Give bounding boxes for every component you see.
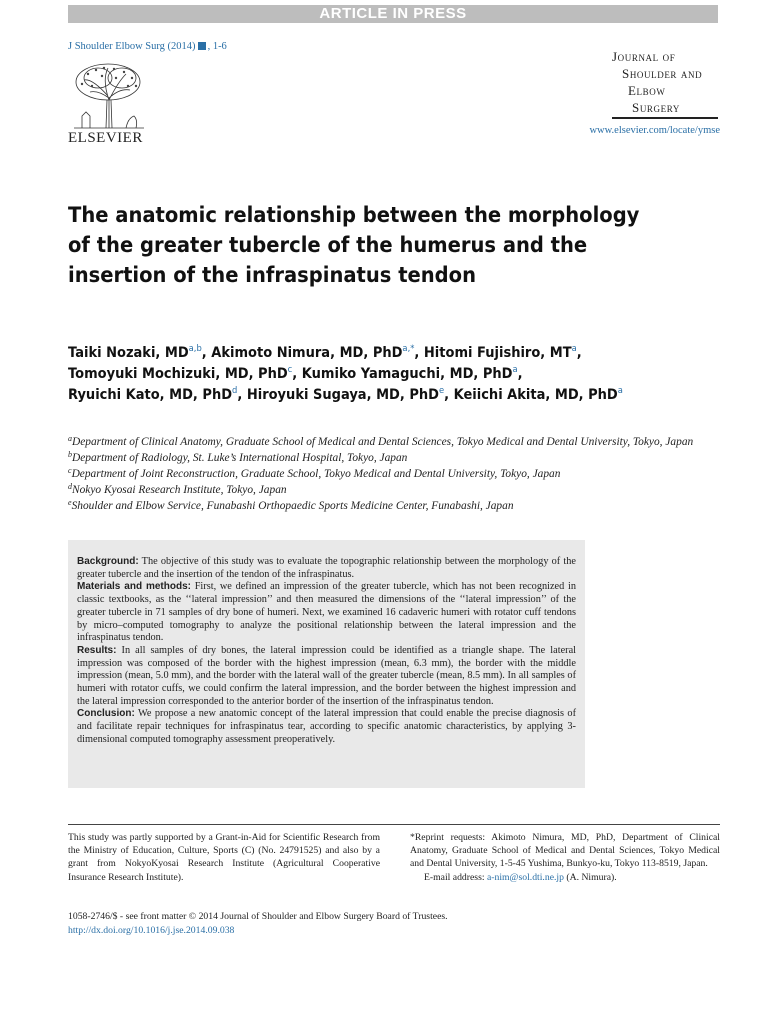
email-label: E-mail address:: [424, 871, 485, 883]
author[interactable]: Ryuichi Kato, MD, PhD$^d$,: [68, 386, 247, 403]
journal-logo: [612, 48, 722, 116]
section-label: Results:: [77, 644, 117, 656]
journal-citation[interactable]: [68, 41, 227, 52]
abstract: [77, 556, 576, 747]
author-affiliation-mark[interactable]: a,b: [188, 344, 202, 354]
author-affiliation-mark[interactable]: a: [571, 344, 577, 354]
email-suffix: (A. Nimura).: [566, 871, 617, 883]
abstract-methods: Materials and methods: First, we defined an impression of the greater tubercle, which has not been recognized in classic textbooks, as the ‘‘lateral impression’’ and then measured the dimensions of the ‘‘lateral impression’’ of the greater tubercle in 71 samples of dry bone of humeri. Next, we examined 16 cadaveric humeri with rotator cuff tendons by micro–computed tomography to analyze the positional relationship between the lateral impression and the infraspinatus tendon.: [77, 581, 576, 644]
copyright-line: 1058-2746/$ - see front matter © 2014 Journal of Shoulder and Elbow Surgery Board of Trustees.: [68, 911, 448, 922]
affiliation: $^a$Department of Clinical Anatomy, Graduate School of Medical and Dental Sciences, Tokyo Medical and Dental University, Tokyo, Japan: [68, 434, 694, 448]
citation-prefix: J Shoulder Elbow Surg (2014): [68, 41, 196, 52]
author-affiliation-mark[interactable]: a,*: [402, 344, 415, 354]
issue-placeholder-icon: [198, 42, 206, 50]
reprint-footnote: [410, 831, 720, 884]
funding-footnote: This study was partly supported by a Grant-in-Aid for Scientific Research from the Ministry of Education, Culture, Sports (C) (No. 24791525) and also by a grant from NokyoKyosai Research Institute (Agricultural Cooperative Insurance Research Institute).: [68, 832, 380, 883]
doi-link[interactable]: http://dx.doi.org/10.1016/j.jse.2014.09.038: [68, 924, 235, 936]
section-label: Conclusion:: [77, 708, 135, 720]
journal-name-line: Elbow: [628, 83, 666, 98]
affiliation-list: [68, 434, 723, 514]
author-list: [68, 343, 682, 406]
abstract-conclusion: Conclusion: We propose a new anatomic concept of the lateral impression that could enable the precise diagnosis of and facilitate repair techniques for infraspinatus tear, according to specific anatomic characteristics, by applying 3-dimensional computed tomography assessment preoperatively.: [77, 708, 577, 745]
section-label: Background:: [77, 556, 139, 567]
author-affiliation-mark[interactable]: d: [232, 386, 238, 396]
author[interactable]: Kumiko Yamaguchi, MD, PhD$^a$,: [301, 365, 523, 382]
author[interactable]: Hiroyuki Sugaya, MD, PhD$^e$,: [246, 386, 454, 403]
author-affiliation-mark[interactable]: c: [287, 365, 293, 375]
footnote-divider: [68, 824, 720, 825]
author[interactable]: Akimoto Nimura, MD, PhD$^{a,*}$,: [211, 344, 424, 361]
author-affiliation-mark[interactable]: a: [512, 365, 518, 375]
abstract-background: Background: The objective of this study was to evaluate the topographic relationship between the morphology of the greater tubercle and the insertion of the tendon of the infraspinatus.: [77, 556, 576, 580]
abstract-results: Results: In all samples of dry bones, the lateral impression could be identified as a triangle shape. The lateral impression was composed of the border with the highest impression (mean, 6.3 mm), the border with the middle impression (mean, 5.0 mm), and the border with the lateral wall of the greater tubercle (mean, 8.5 mm). In all samples of humeri with rotator cuffs, we could confirm the lateral impression, and the border between the highest impression and the lateral impression corresponded to the anterior border of the insertion of the infraspinatus tendon.: [77, 644, 576, 707]
author[interactable]: Keiichi Akita, MD, PhD$^a$: [453, 386, 623, 403]
journal-name-line: Shoulder and: [622, 66, 703, 81]
section-label: Materials and methods:: [77, 581, 191, 593]
author-affiliation-mark[interactable]: e: [438, 386, 445, 396]
email-link[interactable]: a-nim@sol.dti.ne.jp: [486, 871, 564, 883]
article-in-press-banner: ARTICLE IN PRESS: [68, 5, 718, 23]
copyright-block: [68, 910, 448, 937]
reprint-text: *Reprint requests: Akimoto Nimura, MD, PhD, Department of Clinical Anatomy, Graduate School of Medical and Dental Sciences, Tokyo Medical and Dental University, 1-5-45 Yushima, Bunkyo-ku, Tokyo 113-8519, Japan.: [410, 832, 720, 870]
article-title: The anatomic relationship between the morphology of the greater tubercle of the humerus and the insertion of the infraspinatus tendon: [68, 203, 640, 287]
affiliation: $^d$Nokyo Kyosai Research Institute, Tokyo, Japan: [68, 482, 287, 496]
author-affiliation-mark[interactable]: a: [617, 386, 623, 396]
author[interactable]: Taiki Nozaki, MD$^{a,b}$,: [68, 344, 212, 361]
author[interactable]: Tomoyuki Mochizuki, MD, PhD$^c$,: [68, 365, 302, 382]
journal-name-line: Surgery: [632, 100, 680, 115]
affiliation: $^b$Department of Radiology, St. Luke’s International Hospital, Tokyo, Japan: [68, 450, 408, 464]
affiliation: $^c$Department of Joint Reconstruction, Graduate School, Tokyo Medical and Dental University, Tokyo, Japan: [68, 466, 561, 480]
publisher-name: ELSEVIER: [68, 130, 143, 146]
author[interactable]: Hitomi Fujishiro, $MT^a$,: [423, 344, 582, 361]
journal-url-link[interactable]: www.elsevier.com/locate/ymse: [589, 125, 720, 136]
affiliation: $^e$Shoulder and Elbow Service, Funabashi Orthopaedic Sports Medicine Center, Funabashi, Japan: [68, 498, 514, 512]
citation-pages: , 1-6: [207, 41, 227, 52]
journal-name-line: Journal of: [612, 49, 676, 64]
journal-logo-rule: [612, 117, 718, 119]
elsevier-tree-logo-icon: [68, 60, 150, 130]
